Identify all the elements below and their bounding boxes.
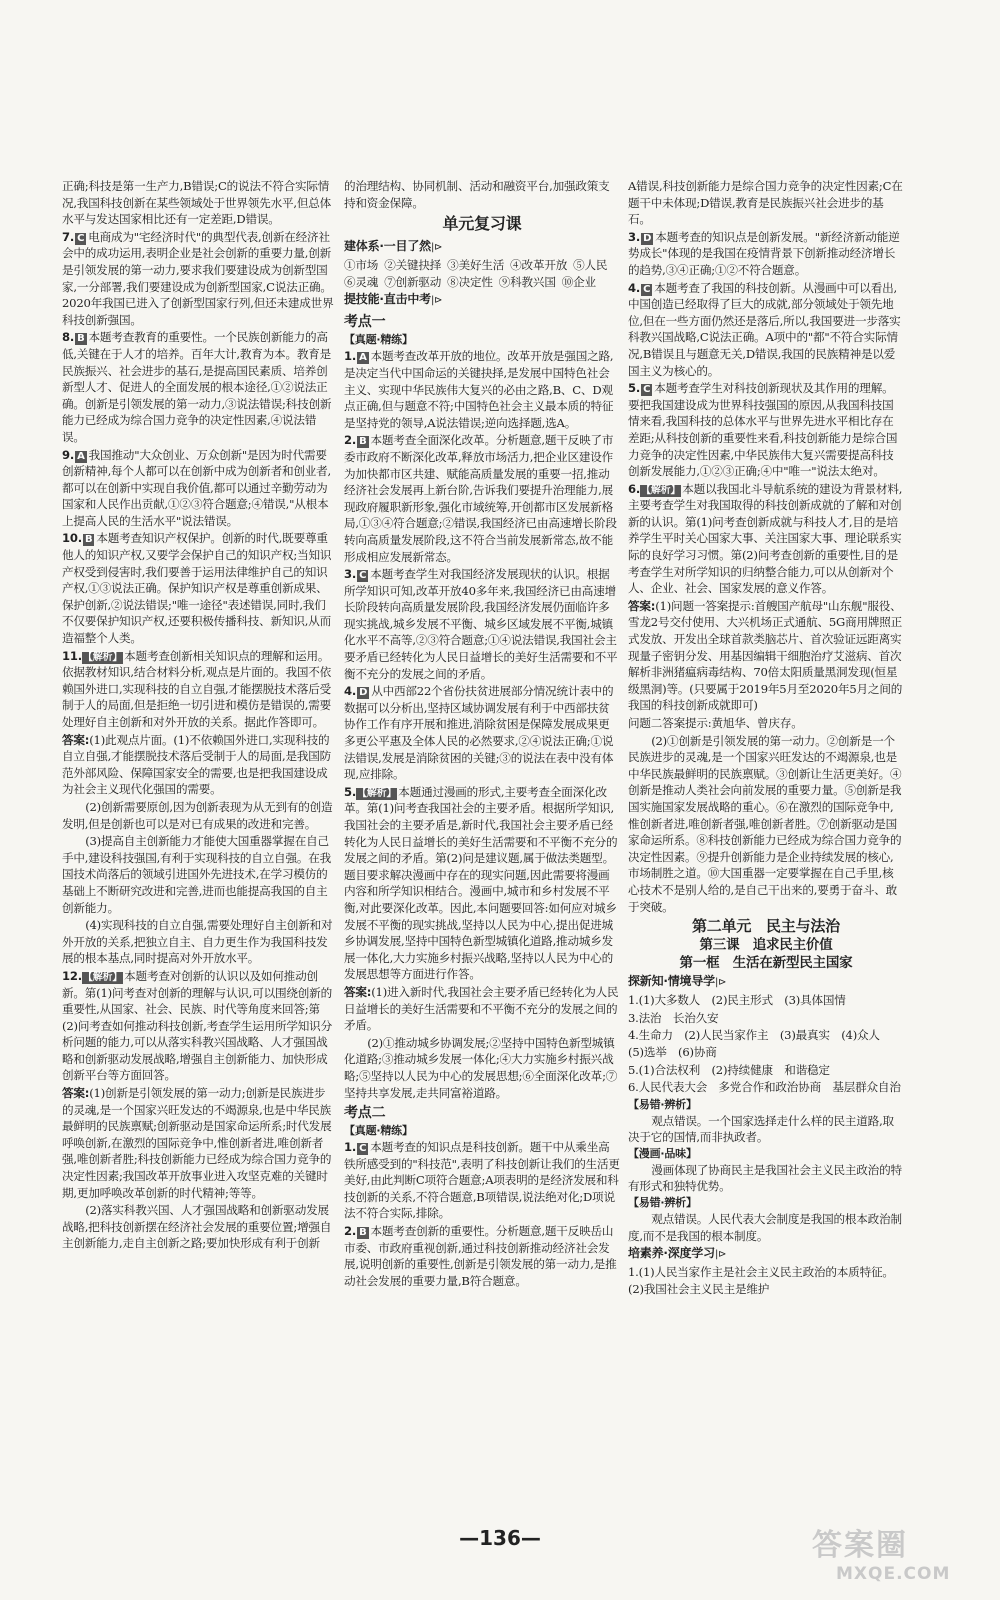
item-text: (4)实现科技的自立自强,需要处理好自主创新和对外开放的关系,把独立自主、自力更生作为我国科技发展的根本基点,同时提高对外开放水平。 — [62, 918, 333, 966]
answer-item — [344, 1139, 620, 1222]
paragraph — [628, 598, 904, 714]
paragraph — [62, 833, 334, 916]
frame-title: 第一框 生活在新型民主国家 — [679, 955, 853, 972]
analysis-label: 【解析】 — [82, 651, 123, 663]
item-text: 电商成为"宅经济时代"的典型代表,创新在经济社会中的成功运用,表明企业是社会创新的重要力量,创新是引领发展的第一动力,要求我们要建设成为创新型国家,一分部署,我们要建设成为创新型国家,C说法正确。2020年我国已进入了创新型国家行列,但还未建成世界科技创新强国。 — [62, 229, 334, 327]
answers-block — [628, 178, 904, 915]
system-item: ⑨科教兴国 — [498, 274, 556, 289]
list-item: 3.法治 长治久安 — [628, 1010, 719, 1025]
answer-label: 答案: — [62, 1086, 90, 1101]
answer-letter: C — [359, 570, 367, 582]
item-number: 11. — [62, 648, 82, 663]
item-text: 本题以我国北斗导航系统的建设为背景材料,主要考查学生对我国取得的科技创新成就的了解和对创新的认识。第(1)问考查创新成就与科技人才,目的是培养学生平时关心国家大事、关注国家大事、理论联系实际的良好学习习惯。第(2)问考查创新的重要性,目的是考查学生对所学知识的归纳整合能力,可以从创新对个人、企业、社会、国家发展的意义作答。 — [628, 481, 903, 596]
answers-block — [344, 1139, 620, 1289]
item-text: 本题考查学生对科技创新现状及其作用的理解。要把我国建设成为世界科技强国的原因,从我国科技国情来看,我国科技的总体水平与世界先进水平相比存在差距;从科技创新的重要性来看,科技创新能力是综合国力竞争的决定性因素,中华民族伟大复兴需要提高科技创新发展能力,①②③正确;④中"唯一"说法太绝对。 — [628, 381, 898, 479]
answer-list — [628, 992, 904, 1096]
answers-block — [344, 348, 620, 1101]
lesson-title: 第三课 追求民主价值 — [699, 937, 833, 954]
item-number: 2. — [344, 433, 357, 448]
system-item: ⑤人民 — [573, 258, 608, 273]
paragraph — [344, 984, 620, 1034]
system-item: ①市场 — [344, 258, 379, 273]
answer-letter: C — [359, 1143, 367, 1155]
system-item: ⑩企业 — [561, 274, 596, 289]
bar-label: 培素养·深度学习 — [628, 1246, 715, 1261]
paragraph — [344, 1035, 620, 1101]
item-number: 8. — [62, 330, 75, 345]
answer-item — [344, 348, 620, 431]
item-text: (1)此观点片面。(1)不依赖国外进口,实现科技的自立自强,才能摆脱技术落后受制于人的局面,是我国防范外部风险、保障国家安全的需要,也是把我国建设成为社会主义现代化强国的需要。 — [62, 732, 332, 797]
item-number: 2. — [344, 1224, 357, 1239]
answer-item — [62, 648, 334, 731]
paragraph — [62, 799, 334, 832]
column-right — [628, 178, 904, 1518]
item-text: 本题通过漫画的形式,主要考查全面深化改革。第(1)问考查我国社会的主要矛盾。根据所学知识,我国社会的主要矛盾是,新时代,我国社会主要矛盾已经转化为人民日益增长的美好生活需要和不平衡不充分的发展之间的矛盾。第(2)问是建议题,属于做法类题型。题目要求解决漫画中存在的现实问题,因此需要将漫画内容和所学知识相结合。漫画中,城市和乡村发展不平衡,对此要深化改革。因此,本问题要回答:如何应对城乡发展不平衡的现实挑战,坚持以人民为中心,提出促进城乡协调发展,坚持中国特色新型城镇化道路,推动城乡发展一体化,大力实施乡村振兴战略,坚持以人民为中心的发展思想等方面进行作答。 — [344, 784, 618, 982]
bar-arrow-icon: |⊳ — [430, 295, 443, 307]
item-number: 1. — [344, 1140, 357, 1155]
bar-arrow-icon: |⊳ — [430, 242, 443, 254]
item-text: 问题二答案提示:黄旭华、曾庆存。 — [628, 716, 803, 730]
answer-letter: C — [643, 283, 651, 295]
section-bar-explore — [628, 972, 904, 992]
answer-item — [344, 1223, 620, 1289]
answer-item — [628, 229, 904, 279]
column-left — [62, 178, 334, 1518]
list-item: 1.(1)大多数人 (2)民主形式 (3)具体国情 — [628, 993, 846, 1008]
analysis-label: 【解析】 — [82, 971, 123, 983]
answer-letter: B — [359, 1227, 367, 1239]
item-text: (1)进入新时代,我国社会主要矛盾已经转化为人民日益增长的美好生活需要和不平衡不充分的发展之间的矛盾。 — [344, 984, 619, 1033]
item-number: 3. — [344, 567, 357, 582]
item-number: 1. — [344, 349, 357, 364]
paragraph — [628, 715, 904, 732]
item-number: 10. — [62, 531, 82, 546]
item-text: 本题考查全面深化改革。分析题意,题干反映了市委市政府不断深化改革,释放市场活力,把企业区建设作为加快都市区共建、赋能高质量发展的重要一招,推动经济社会发展再上新台阶,告诉我们要提升治理能力,展现政府履职新形象,强化市域统筹,开创都市区发展新格局,①③④符合题意;②错误,我国经济已由高速增长阶段转向高质量发展阶段,这不符合当前发展新常态,故不能形成相应发展新常态。 — [344, 433, 617, 564]
tag-label: 【真题·精练】 — [344, 333, 413, 347]
system-item: ⑧决定性 — [447, 274, 493, 289]
paragraph: 观点错误。一个国家选择走什么样的民主道路,取决于它的国情,而非执政者。 — [628, 1113, 894, 1145]
bar-label: 建体系·一目了然 — [344, 239, 431, 254]
answer-item — [628, 380, 904, 480]
tag-label: 【易错·辨析】 — [628, 1097, 697, 1111]
page-number: —136— — [459, 1526, 541, 1550]
system-item: ②关键抉择 — [384, 258, 442, 273]
paragraph — [62, 1202, 334, 1252]
answer-item — [344, 784, 620, 983]
paragraph — [628, 733, 904, 916]
watermark-title: 答案圈 — [812, 1528, 908, 1563]
system-item: ④改革开放 — [510, 258, 568, 273]
bar-label: 探新知·情境导学 — [628, 974, 715, 989]
item-text: 从中西部22个省份扶贫进展部分情况统计表中的数据可以分析出,坚持区域协调发展有利于中西部扶贫协作工作有序开展和推进,消除贫困是保障发展成果更多更公平惠及全体人民的必然要求,②④说法正确;①说法错误,发展是消除贫困的关键;③的说法在表中没有体现,应排除。 — [344, 684, 614, 782]
answer-letter: C — [643, 384, 651, 396]
paragraph — [62, 1085, 334, 1201]
list-item: 6.人民代表大会 多党合作和政治协商 基层群众自治 — [628, 1080, 901, 1095]
item-number: 4. — [344, 684, 357, 699]
exam-point-title: 考点二 — [344, 1105, 386, 1122]
watermark-logo — [812, 1520, 982, 1590]
item-text: (3)提高自主创新能力才能使大国重器掌握在自己手中,建设科技强国,有利于实现科技的自立自强。在我国技术尚落后的领域引进国外先进技术,在学习模仿的基础上不断研究改进和完善,进而也能提高我国的自主创新能力。 — [62, 834, 332, 915]
answer-letter: A — [359, 352, 367, 364]
system-item: ③美好生活 — [447, 258, 505, 273]
section-bar-literacy — [628, 1244, 904, 1264]
unit-review-title: 单元复习课 — [442, 214, 522, 234]
item-number: 9. — [62, 447, 75, 462]
answer-letter: D — [359, 687, 368, 699]
unit-title: 第二单元 民主与法治 — [691, 917, 840, 936]
item-number: 3. — [628, 229, 641, 244]
answer-item — [344, 683, 620, 783]
answer-item — [344, 566, 620, 682]
item-text: 本题考查改革开放的地位。改革开放是强国之路,是决定当代中国命运的关键抉择,是发展中国特色社会主义、实现中华民族伟大复兴的必由之路,B、C、D观点正确,但与题意不符;中国特色社会主义最本质的特征是坚持党的领导,A说法错误;逆向选择题,选A。 — [344, 349, 614, 430]
answer-letter: B — [359, 436, 367, 448]
watermark-url: MXQE.COM — [836, 1564, 951, 1584]
column-middle — [344, 178, 620, 1518]
item-number: 6. — [628, 481, 641, 496]
answer-item — [62, 229, 334, 329]
answer-item — [344, 432, 620, 565]
tag-label: 【易错·辨析】 — [628, 1196, 697, 1210]
item-text: 本题考查知识产权保护。创新的时代,既要尊重他人的知识产权,又要学会保护自己的知识产权;当知识产权受到侵害时,我们要善于运用法律维护自己的知识产权,①③说法正确。保护知识产权是尊重创新成果、保护创新,②说法错误;"唯一途径"表述错误,同时,我们不仅要保护知识产权,还要积极传播科技、新知识,从而造福整个人类。 — [62, 531, 332, 646]
list-item: 4.生命力 (2)人民当家作主 (3)最真实 (4)众人 (5)选举 (6)协商 — [628, 1028, 892, 1059]
answer-item — [62, 530, 334, 646]
item-text: (2)创新需要原创,因为创新表现为从无到有的创造发明,但是创新也可以是对已有成果的改进和完善。 — [62, 799, 333, 831]
answer-letter: D — [643, 232, 652, 244]
answer-letter: A — [77, 450, 85, 462]
paragraph: 漫画体现了协商民主是我国社会主义民主政治的特有形式和独特优势。 — [628, 1162, 902, 1194]
item-text: 我国推动"大众创业、万众创新"是因为时代需要创新精神,每个人都可以在创新中成为创新者和创业者,都可以在创新中实现自我价值,都可以通过辛勤劳动为国家和人民作出贡献,①②③符合题意;④错误,"从根本上提高人民的生活水平"说法错误。 — [62, 447, 332, 528]
answer-letter: B — [77, 333, 85, 345]
item-text: 本题考查的知识点是创新发展。"新经济新动能逆势成长"体现的是我国在疫情背景下创新推动经济增长的趋势,③④正确;①②不符合题意。 — [628, 229, 900, 277]
item-number: 12. — [62, 968, 82, 983]
answer-letter: B — [84, 534, 93, 546]
analysis-label: 【解析】 — [641, 484, 681, 496]
paragraph: 的治理结构、协同机制、活动和融资平台,加强政策支持和资金保障。 — [344, 179, 610, 210]
item-number: 7. — [62, 229, 75, 244]
item-text: (2)①创新是引领发展的第一动力。②创新是一个民族进步的灵魂,是一个国家兴旺发达的不竭源泉,也是中华民族最鲜明的民族禀赋。③创新让生活更美好。④创新是推动人类社会向前发展的重要力量。⑤创新是我国实施国家发展战略的重心。⑥在激烈的国际竞争中,惟创新者进,唯创新者强,唯创新者胜。⑦创新驱动是国家命运所系。⑧科技创新能力已经成为综合国力竞争的决定性因素。⑨提升创新能力是企业持续发展的核心,市场制胜之道。⑩大国重器一定要掌握在自己手里,核心技术不是别人给的,是自己干出来的,要勇于奋斗、敢于突破。 — [628, 733, 902, 914]
item-text: 本题考查学生对我国经济发展现状的认识。根据所学知识可知,改革开放40多年来,我国经济已由高速增长阶段转向高质量发展阶段,我国经济发展仍面临许多现实挑战,城乡发展不平衡、城乡区域发展不平衡,城镇化水平不高等,②③符合题意;①④说法错误,我国社会主要矛盾已经转化为人民日益增长的美好生活需要和不平衡不充分的发展之间的矛盾。 — [344, 567, 618, 681]
item-text: (1)问题一答案提示:首艘国产航母"山东舰"服役、雪龙2号交付使用、大兴机场正式通航、5G商用牌照正式发放、开发出全球首款类脑芯片、首次验证远距离实现量子密钥分发、用基因编辑干细胞治疗艾滋病、首次解析非洲猪瘟病毒结构、70倍太阳质量黑洞发现(恒星级黑洞)等。(只要属于2019年5月至2020年5月之间的我国的科技创新成就即可) — [628, 598, 903, 713]
answer-label: 答案: — [344, 984, 372, 999]
item-text: 本题考查教育的重要性。一个民族创新能力的高低,关键在于人才的培养。百年大计,教育为本。教育是民族振兴、社会进步的基石,是提高国民素质、培养创新型人才、促进人的全面发展的根本途径,①②说法正确。创新是引领发展的第一动力,③说法错误;科技创新能力已经成为综合国力竞争的决定性因素,④说法错误。 — [62, 330, 332, 444]
tag-label: 【漫画·品味】 — [628, 1146, 697, 1160]
paragraph: 观点错误。人民代表大会制度是我国的根本政治制度,而不是我国的根本制度。 — [628, 1212, 902, 1243]
bar-arrow-icon: |⊳ — [714, 1249, 727, 1261]
item-text: (2)落实科教兴国、人才强国战略和创新驱动发展战略,把科技创新摆在经济社会发展的重要位置;增强自主创新能力,走自主创新之路;要加快形成有利于创新 — [62, 1203, 332, 1251]
answer-letter: C — [77, 232, 85, 244]
item-number: 5. — [628, 381, 641, 396]
tag-label: 【真题·精练】 — [344, 1124, 413, 1138]
item-number: 5. — [344, 784, 357, 799]
item-text: A错误,科技创新能力是综合国力竞争的决定性因素;C在题干中未体现;D错误,教育是民族振兴社会进步的基石。 — [628, 179, 903, 227]
system-item: ⑦创新驱动 — [384, 274, 442, 289]
item-text: 本题考查了我国的科技创新。从漫画中可以看出,中国创造已经取得了巨大的成就,部分领域处于领先地位,但在一些方面仍然还是落后,所以,我国要进一步落实科教兴国战略,C说法正确。A项中的"都"不符合实际情况,B错误且与题意无关,D错误,我国的民族精神是以爱国主义为核心的。 — [628, 280, 901, 378]
paragraph — [62, 732, 334, 798]
answer-item — [62, 447, 334, 530]
paragraph — [62, 917, 334, 967]
paragraph: 1.(1)人民当家作主是社会主义民主政治的本质特征。(2)我国社会主义民主是维护 — [628, 1265, 894, 1296]
item-number: 4. — [628, 280, 641, 295]
answer-item — [628, 481, 904, 597]
answer-item — [628, 280, 904, 380]
answer-label: 答案: — [62, 732, 90, 747]
answer-label: 答案: — [628, 598, 656, 613]
item-text: (2)①推动城乡协调发展;②坚持中国特色新型城镇化道路;③推动城乡发展一体化;④大力实施乡村振兴战略;⑤坚持以人民为中心的发展思想;⑥全面深化改革;⑦坚持共享发展,走共同富裕道路。 — [344, 1035, 618, 1100]
analysis-label: 【解析】 — [357, 787, 397, 799]
paragraph — [628, 178, 904, 228]
item-text: 本题考查创新相关知识点的理解和运用。依据教材知识,结合材料分析,观点是片面的。我国不依赖国外进口,实现科技的自立自强,才能摆脱技术落后受制于人的局面,但是拒绝一切引进和模仿是错误的,需要处理好自主创新和对外开放的关系。据此作答即可。 — [62, 648, 332, 729]
bar-arrow-icon: |⊳ — [714, 977, 727, 989]
item-text: 本题考查的知识点是科技创新。题干中从乘坐高铁所感受到的"科技范",表明了科技创新让我们的生活更美好,由此判断C项符合题意;A项表明的是经济发展和科技创新的关系,不符合题意,B项错误,说法绝对化;D项说法不符合实际,排除。 — [344, 1140, 620, 1221]
answer-item — [62, 329, 334, 445]
section-bar-skills — [344, 290, 620, 310]
bar-label: 提技能·直击中考 — [344, 292, 431, 307]
system-item: ⑥灵魂 — [344, 274, 379, 289]
item-text: 本题考查创新的重要性。分析题意,题干反映岳山市委、市政府重视创新,通过科技创新推动经济社会发展,说明创新的重要性,创新是引领发展的第一动力,是推动社会发展的重要力量,B符合题意。 — [344, 1224, 617, 1288]
section-bar-system — [344, 237, 620, 257]
system-list — [344, 257, 620, 290]
item-text: (1)创新是引领发展的第一动力;创新是民族进步的灵魂,是一个国家兴旺发达的不竭源泉,也是中华民族最鲜明的民族禀赋;创新驱动是国家命运所系;时代发展呼唤创新,在激烈的国际竞争中,惟创新者进,唯创新者强,唯创新者胜;科技创新能力已经成为综合国力竞争的决定性因素;我国改革开放事业进入攻坚克难的关键时期,更加呼唤改革创新的时代精神;等等。 — [62, 1086, 332, 1200]
paragraph — [62, 178, 334, 228]
answer-item — [62, 968, 334, 1084]
list-item: 5.(1)合法权利 (2)持续健康 和谐稳定 — [628, 1062, 830, 1077]
item-text: 正确;科技是第一生产力,B错误;C的说法不符合实际情况,我国科技创新在某些领域处于世界领先水平,但总体水平与发达国家相比还有一定差距,D错误。 — [62, 179, 332, 227]
exam-point-title: 考点一 — [344, 314, 386, 331]
item-text: 本题考查对创新的认识以及如何推动创新。第(1)问考查对创新的理解与认识,可以围绕创新的重要性,从国家、社会、民族、时代等角度来回答;第(2)问考查如何推动科技创新,考查学生运用所学知识分析问题的能力,可以从落实科教兴国战略、人才强国战略和创新驱动发展战略,增强自主创新能力、加快形成创新平台等方面回答。 — [62, 968, 332, 1083]
